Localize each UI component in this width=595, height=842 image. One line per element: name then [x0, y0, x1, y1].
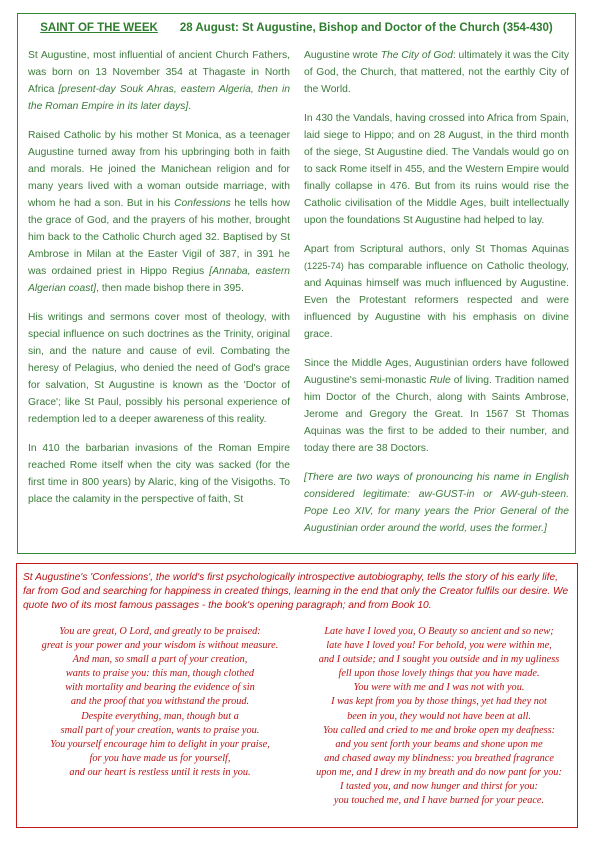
paragraph [304, 241, 569, 343]
text: has comparable influence on Catholic theology, and Aquinas himself was much influenced by Augustine. Even the Protestant reformers respected and were influenced by Augustine with his emphasis on divine grace. [304, 261, 569, 340]
article-header [18, 14, 575, 34]
poem-line: Late have I loved you, O Beauty so ancient and so new; [324, 626, 554, 637]
paragraph: In 430 the Vandals, having crossed into Africa from Spain, laid siege to Hippo; and on 28 August, in the third month of the siege, St Augustine died. The Vandals would go on to sack Rome itself in 455, and the Western Empire would finally collapse in 476. But from its ruins would rise the Catholic civilisation of the Middle Ages, built intellectually upon the foundations St Augustine had helped to lay. [304, 113, 569, 226]
text: , then made bishop there in 395. [96, 283, 244, 294]
poem-line: I was kept from you by those things, yet had they not [331, 696, 547, 708]
poem-line: Despite everything, man, though but a [81, 710, 239, 722]
poem-line: You called and cried to me and broke open my deafness: [322, 724, 556, 736]
text: Since the Middle Ages, Augustinian orders have followed Augustine's semi-monastic [304, 358, 569, 386]
book-title: Confessions [174, 198, 231, 209]
poem-line: and I outside; and I sought you outside and in my ugliness [318, 654, 560, 666]
text: Raised Catholic by his mother St Monica, as a teenager Augustine turned away from his upbringing both in faith and morals. He joined the Manichean religion and for many years lived with a woman outside marriage, with whom he had a son. But in his [28, 130, 290, 209]
text: he tells how the grace of God, and the prayers of his mother, brought him back to the Catholic Church aged 32. Baptised by St Ambrose in Milan at the Easter Vigil of 387, in 391 he was ordained priest in Hippo Regius [28, 198, 290, 277]
text: . [188, 101, 192, 112]
book-title: The City of God [380, 50, 453, 61]
paragraph [28, 47, 290, 115]
text: of living. Tradition named him Doctor of the Church, along with Saints Ambrose, Jerome and Gregory the Great. In 1567 St Thomas Aquinas was the first to be added to their number, and today there are 38 Doctors. [304, 375, 569, 454]
text: : ultimately it was the City of God, the Church, that mattered, not the earthly City of the World. [304, 50, 569, 95]
paragraph: His writings and sermons cover most of theology, with special influence on such doctrines as the Trinity, original sin, and the nature and cause of evil. Combating the heresy of Pelagius, who denied the need of God's grace for salvation, St Augustine is known as the 'Doctor of Grace'; like St Paul, possibly his personal experience of redemption led to a deeper awareness of this reality. [28, 312, 290, 425]
poem-line: and our heart is restless until it rests in you. [69, 766, 251, 778]
confessions-box [16, 563, 578, 828]
opening-paragraph-passage [19, 625, 301, 780]
text: Augustine wrote [304, 50, 381, 61]
poem-line: been in you, they would not have been at all. [347, 710, 531, 722]
dates: (1225-74) [304, 261, 344, 271]
poem-line: You yourself encourage him to delight in your praise, [50, 738, 270, 750]
poem-line: you touched me, and I have burned for your peace. [333, 795, 545, 807]
book-10-passage [303, 625, 575, 808]
poem-line: upon me, and I drew in my breath and do now pant for you: [316, 766, 562, 778]
confessions-intro: St Augustine's 'Confessions', the world's first psychologically introspective autobiography, tells the story of his early life, far from God and searching for happiness in created things, learning in the end that only the Creator fulfils our desire. We quote two of its most famous passages - the book's opening paragraph; and from Book 10. [23, 572, 569, 611]
poem-line: with mortality and bearing the evidence of sin [65, 682, 255, 694]
pronunciation-note: [There are two ways of pronouncing his name in English considered legitimate: aw-GUST-in or AW-guh-steen. Pope Leo XIV, for many years the Prior General of the Augustinian order around the world, uses the former.] [304, 472, 569, 534]
text: St Augustine, most influential of ancient Church Fathers, was born on 13 November 354 at Thagaste in North Africa [28, 50, 290, 95]
article-title: 28 August: St Augustine, Bishop and Doctor of the Church (354-430) [179, 22, 553, 34]
left-column [28, 47, 290, 520]
poem-line: for you have made us for yourself, [89, 752, 231, 764]
right-column [304, 47, 569, 549]
paragraph: In 410 the barbarian invasions of the Roman Empire reached Rome itself when the city was sacked (for the first time in 800 years) by Alaric, king of the Visigoths. To place the calamity in the perspective of faith, St [28, 443, 290, 505]
poem-line: small part of your creation, wants to praise you. [60, 724, 260, 736]
text: Apart from Scriptural authors, only St Thomas Aquinas [304, 244, 569, 255]
note: [present-day Souk Ahras, eastern Algeria, then in the Roman Empire in its later days] [28, 84, 290, 112]
paragraph [304, 355, 569, 457]
poem-line: You were with me and I was not with you. [353, 682, 525, 694]
paragraph [28, 127, 290, 297]
rule-title: Rule [429, 375, 451, 386]
poem-line: great is your power and your wisdom is without measure. [41, 640, 279, 652]
note: [Annaba, eastern Algerian coast] [28, 266, 290, 294]
paragraph [304, 47, 569, 98]
poem-line: fell upon those lovely things that you have made. [338, 668, 540, 680]
poem-line: late have I loved you! For behold, you were within me, [326, 640, 552, 652]
poem-line: and chased away my blindness: you breathed fragrance [324, 752, 554, 764]
poem-line: You are great, O Lord, and greatly to be praised: [59, 626, 261, 637]
poem-line: wants to praise you: this man, though clothed [65, 668, 255, 680]
poem-line: and you sent forth your beams and shone upon me [335, 738, 543, 750]
section-tag: SAINT OF THE WEEK [40, 22, 158, 34]
poem-line: and the proof that you withstand the proud. [70, 696, 250, 708]
poem-line: I tasted you, and now hunger and thirst for you: [340, 781, 538, 793]
saint-of-the-week-box [17, 13, 576, 554]
poem-line: And man, so small a part of your creation, [72, 654, 248, 666]
